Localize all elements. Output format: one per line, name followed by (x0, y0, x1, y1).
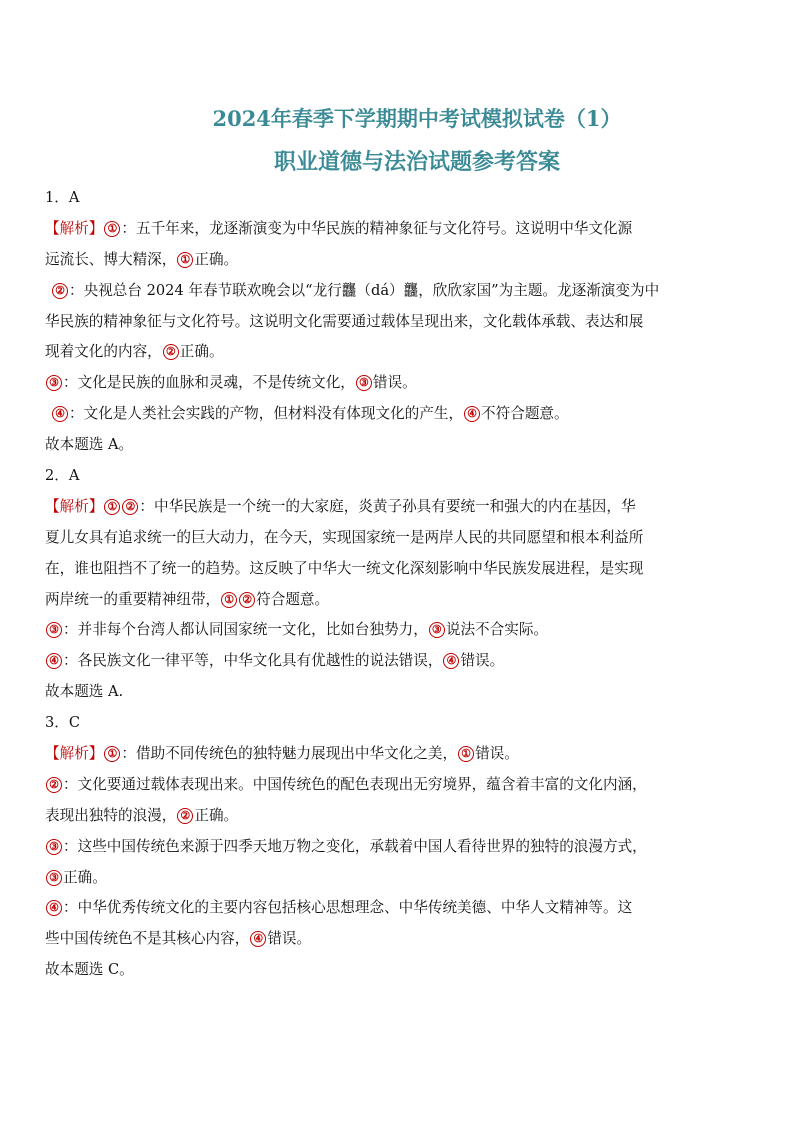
q1-text-line: 现着文化的内容， ② 正确。 (45, 343, 224, 361)
exam-subtitle: 职业道德与法治试题参考答案 (273, 149, 560, 175)
circled-number: ① (104, 746, 120, 762)
circled-number: ① (104, 221, 120, 237)
circled-number: ③ (46, 839, 62, 855)
circled-number: ④ (443, 653, 459, 669)
q3-answer: 3．C (45, 714, 81, 732)
answer-content (45, 183, 749, 986)
q2-text-line: ③ ：并非每个台湾人都认同国家统一文化，比如台独势力， ③ 说法不合实际。 (45, 615, 749, 646)
q3-conclusion: 故本题选 C。 (45, 961, 134, 979)
circled-number: ① (458, 746, 474, 762)
q1-text-line: ③ ：文化是民族的血脉和灵魂，不是传统文化， ③ 错误。 (45, 368, 749, 399)
circled-number: ④ (52, 406, 68, 422)
circled-number: ② (239, 592, 255, 608)
circled-number: ④ (46, 900, 62, 916)
circled-number: ② (52, 283, 68, 299)
q1-text-line: 远流长、博大精深， ① 正确。 (45, 250, 239, 268)
circled-number: ② (177, 808, 193, 824)
circled-number: ④ (464, 406, 480, 422)
q1-text-line: 华民族的精神象征与文化符号。这说明文化需要通过载体呈现出来，文化载体承载、表达和展 (45, 312, 644, 330)
q2-text-line: 在，谁也阻挡不了统一的趋势。这反映了中华大一统文化深刻影响中华民族发展进程，是实现 (45, 559, 644, 577)
circled-number: ③ (356, 375, 372, 391)
q1-answer: 1．A (45, 189, 80, 206)
q2-text-line: 夏儿女具有追求统一的巨大动力，在今天，实现国家统一是两岸人民的共同愿望和根本利益所 (45, 528, 644, 546)
q3-text-line: ② ：文化要通过载体表现出来。中国传统色的配色表现出无穷境界，蕴含着丰富的文化内涵， (45, 770, 749, 801)
q1-text-line: ④ ：文化是人类社会实践的产物，但材料没有体现文化的产生， ④ 不符合题意。 (45, 399, 749, 430)
q3-text-line: 些中国传统色不是其核心内容， ④ 错误。 (45, 930, 312, 948)
q1-analysis-line: 【解析】 ① ：五千年来，龙逐渐演变为中华民族的精神象征与文化符号。这说明中华文化源 (45, 219, 633, 237)
circled-number: ③ (46, 375, 62, 391)
q1-conclusion: 故本题选 A。 (45, 436, 134, 454)
circled-number: ④ (46, 653, 62, 669)
circled-number: ① (177, 252, 193, 268)
q2-text-line: ④ ：各民族文化一律平等，中华文化具有优越性的说法错误， ④ 错误。 (45, 646, 749, 677)
circled-number: ② (46, 777, 62, 793)
q3-analysis-line: 【解析】 ① ：借助不同传统色的独特魅力展现出中华文化之美， ① 错误。 (45, 745, 519, 763)
analysis-label: 【解析】 (45, 497, 104, 515)
q2-answer: 2．A (45, 467, 80, 485)
q3-text-line: ③ 正确。 (45, 863, 749, 894)
analysis-label: 【解析】 (45, 745, 104, 763)
circled-number: ① (104, 499, 120, 515)
q3-text-line: 表现出独特的浪漫， ② 正确。 (45, 806, 239, 824)
circled-number: ① (221, 592, 237, 608)
exam-title: 2024年春季下学期期中考试模拟试卷（1） (212, 106, 622, 131)
circled-number: ② (122, 499, 138, 515)
analysis-label: 【解析】 (45, 219, 104, 237)
q2-analysis-line: 【解析】 ① ② ：中华民族是一个统一的大家庭，炎黄子孙具有要统一和强大的内在基因，华 (45, 497, 636, 515)
circled-number: ③ (46, 870, 62, 886)
q3-text-line: ③ ：这些中国传统色来源于四季天地万物之变化，承载着中国人看待世界的独特的浪漫方式， (45, 832, 749, 863)
circled-number: ② (163, 344, 179, 360)
q3-text-line: ④ ：中华优秀传统文化的主要内容包括核心思想理念、中华传统美德、中华人文精神等。这 (45, 893, 749, 924)
q1-text-line: ② ：央视总台 2024 年春节联欢晚会以“龙行龘（dá）龘，欣欣家国”为主题。龙逐渐演变为中 (45, 276, 749, 307)
q2-text-line: 两岸统一的重要精神纽带， ① ② 符合题意。 (45, 590, 330, 608)
q2-conclusion: 故本题选 A. (45, 683, 124, 701)
circled-number: ③ (429, 622, 445, 638)
circled-number: ③ (46, 622, 62, 638)
circled-number: ④ (250, 931, 266, 947)
